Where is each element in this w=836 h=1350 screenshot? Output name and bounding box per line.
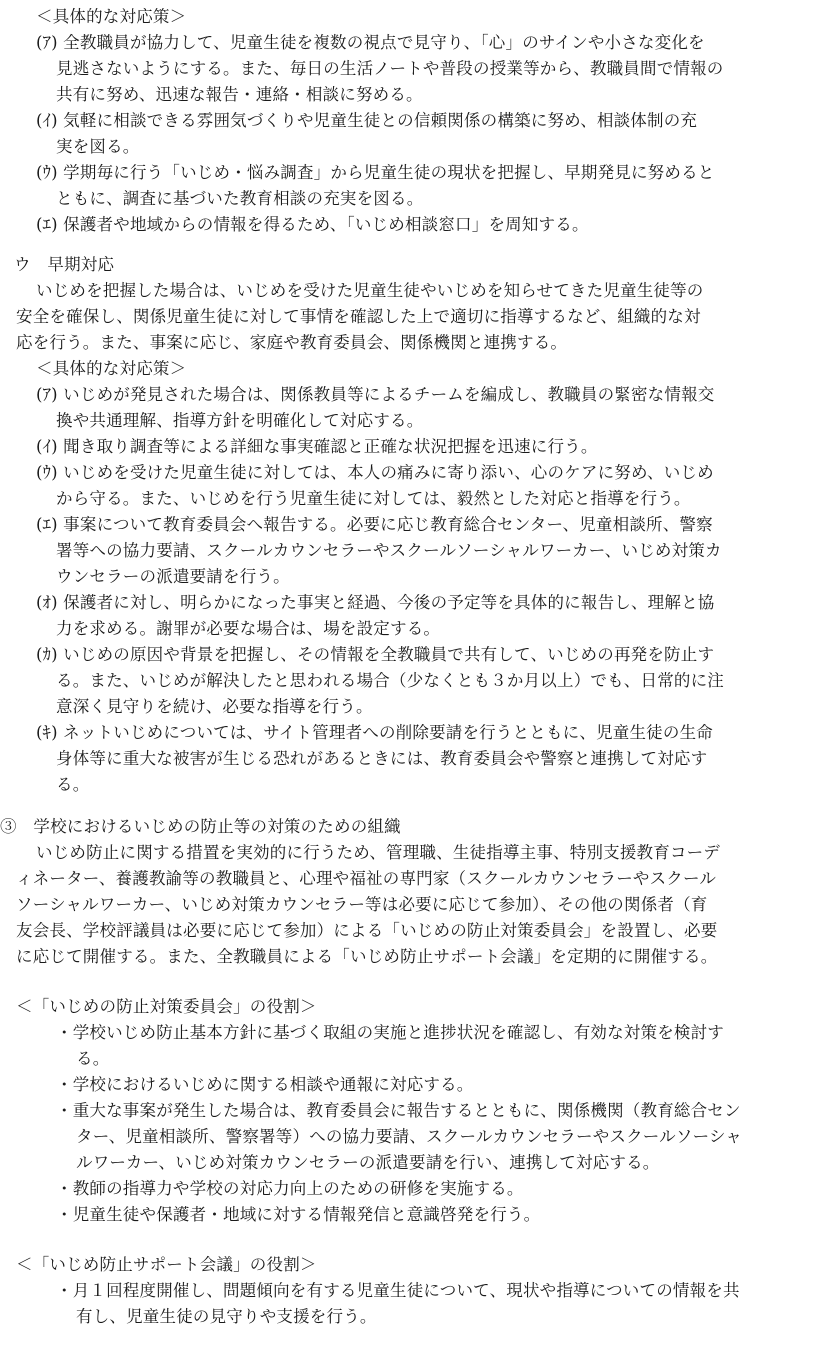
text-line: ・教師の指導力や学校の対応力向上のための研修を実施する。 [56,1179,524,1198]
text-line: ＜具体的な対応策＞ [36,7,187,26]
text-line: ソーシャルワーカー、いじめ対策カウンセラー等は必要に応じて参加）、その他の関係者（育 [16,895,708,914]
text-line: ＜「いじめの防止対策委員会」の役割＞ [16,997,317,1016]
text-line: 換や共通理解、指導方針を明確化して対応する。 [56,411,424,430]
text-line: 共有に努め、迅速な報告・連絡・相談に努める。 [56,85,423,104]
text-line: (ｷ) ネットいじめについては、サイト管理者への削除要請を行うとともに、児童生徒の生命 [36,723,713,742]
text-line: (ｳ) いじめを受けた児童生徒に対しては、本人の痛みに寄り添い、心のケアに努め、いじめ [36,463,714,482]
text-line: 実を図る。 [56,137,140,156]
text-line: に応じて開催する。また、全教職員による「いじめ防止サポート会議」を定期的に開催する。 [16,947,718,966]
text-line: ともに、調査に基づいた教育相談の充実を図る。 [56,189,424,208]
text-line: いじめを把握した場合は、いじめを受けた児童生徒やいじめを知らせてきた児童生徒等の [36,281,704,300]
text-line: 応を行う。また、事案に応じ、家庭や教育委員会、関係機関と連携する。 [16,333,568,352]
text-line: ・月１回程度開催し、問題傾向を有する児童生徒について、現状や指導についての情報を共 [56,1281,740,1300]
text-line: (ｵ) 保護者に対し、明らかになった事実と経過、今後の予定等を具体的に報告し、理解と協 [36,593,715,612]
text-line: 身体等に重大な被害が生じる恐れがあるときには、教育委員会や警察と連携して対応す [56,749,708,768]
text-line: ィネーター、養護教諭等の教職員と、心理や福祉の専門家（スクールカウンセラーやスクール [16,869,717,888]
text-line: (ｱ) 全教職員が協力して、児童生徒を複数の視点で見守り、「心」のサインや小さな変化を [36,33,705,52]
text-line: ＜「いじめ防止サポート会議」の役割＞ [16,1255,317,1274]
text-line: ・児童生徒や保護者・地域に対する情報発信と意識啓発を行う。 [56,1205,541,1224]
text-line: (ｴ) 事案について教育委員会へ報告する。必要に応じ教育総合センター、児童相談所、警察 [36,515,713,534]
text-line: る。 [56,775,90,794]
text-line: から守る。また、いじめを行う児童生徒に対しては、毅然とした対応と指導を行う。 [56,489,691,508]
text-line: ③ 学校におけるいじめの防止等の対策のための組織 [0,817,401,836]
text-line: (ｱ) いじめが発見された場合は、関係教員等によるチームを編成し、教職員の緊密な情報交 [36,385,715,404]
text-line: ター、児童相談所、警察署等）への協力要請、スクールカウンセラーやスクールソーシャ [76,1127,743,1146]
text-line: 力を求める。謝罪が必要な場合は、場を設定する。 [56,619,441,638]
text-line: 安全を確保し、関係児童生徒に対して事情を確認した上で適切に指導するなど、組織的な対 [16,307,701,326]
text-line: ＜具体的な対応策＞ [36,359,187,378]
text-line: ウンセラーの派遣要請を行う。 [56,567,290,586]
text-line: ・学校いじめ防止基本方針に基づく取組の実施と進捗状況を確認し、有効な対策を検討す [56,1023,724,1042]
text-line: ルワーカー、いじめ対策カウンセラーの派遣要請を行い、連携して対応する。 [76,1153,660,1172]
text-line: 見逃さないようにする。また、毎日の生活ノートや普段の授業等から、教職員間で情報の [56,59,724,78]
text-line: 友会長、学校評議員は必要に応じて参加）による「いじめの防止対策委員会」を設置し、必要 [16,921,718,940]
text-line: 意深く見守りを続け、必要な指導を行う。 [56,697,373,716]
text-line: (ｴ) 保護者や地域からの情報を得るため、「いじめ相談窓口」を周知する。 [36,215,589,234]
text-line: ・重大な事案が発生した場合は、教育委員会に報告するとともに、関係機関（教育総合セン [56,1101,741,1120]
text-line: ウ 早期対応 [14,255,115,274]
text-line: 有し、児童生徒の見守りや支援を行う。 [76,1307,377,1326]
text-line: (ｲ) 気軽に相談できる雰囲気づくりや児童生徒との信頼関係の構築に努め、相談体制の充 [36,111,698,130]
text-line: る。また、いじめが解決したと思われる場合（少なくとも３か月以上）でも、日常的に注 [56,671,724,690]
text-line: (ｲ) 聞き取り調査等による詳細な事実確認と正確な状況把握を迅速に行う。 [36,437,598,456]
text-line: (ｶ) いじめの原因や背景を把握し、その情報を全教職員で共有して、いじめの再発を防止す [36,645,715,664]
text-line: る。 [76,1049,110,1068]
text-line: (ｳ) 学期毎に行う「いじめ・悩み調査」から児童生徒の現状を把握し、早期発見に努めると [36,163,715,182]
text-line: 署等への協力要請、スクールカウンセラーやスクールソーシャルワーカー、いじめ対策カ [56,541,722,560]
text-line: いじめ防止に関する措置を実効的に行うため、管理職、生徒指導主事、特別支援教育コーデ [36,843,721,862]
text-line: ・学校におけるいじめに関する相談や通報に対応する。 [56,1075,474,1094]
